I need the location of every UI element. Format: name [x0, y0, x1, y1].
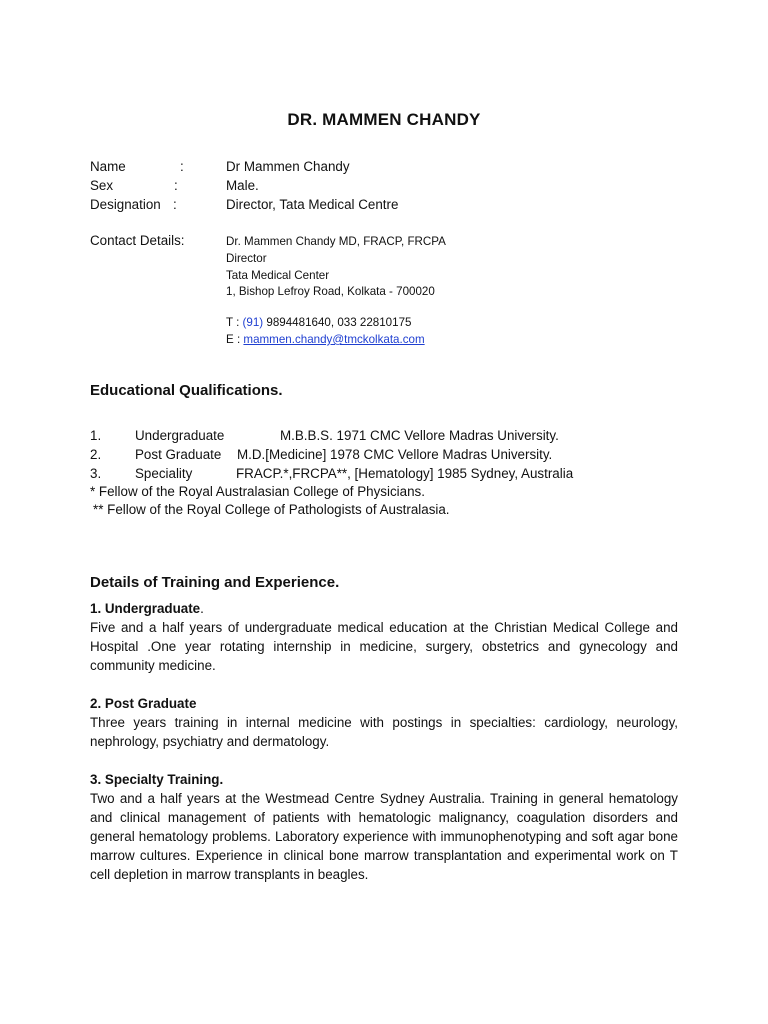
- training-section-postgraduate: [90, 694, 678, 751]
- phone-numbers: 9894481640, 033 22810175: [263, 316, 412, 330]
- contact-details-label: Contact Details:: [90, 233, 185, 248]
- sex-value: Male.: [226, 178, 259, 193]
- education-heading: Educational Qualifications.: [90, 382, 283, 399]
- name-value: Dr Mammen Chandy: [226, 159, 350, 174]
- contact-address-line: 1, Bishop Lefroy Road, Kolkata - 700020: [226, 285, 435, 299]
- footnote-racp: * Fellow of the Royal Australasian College of Physicians.: [90, 484, 425, 499]
- education-type: Speciality: [135, 466, 193, 481]
- contact-details-block: [226, 234, 446, 349]
- contact-email-line: [226, 332, 446, 349]
- section-title: 3. Specialty Training.: [90, 772, 224, 787]
- footnote-rcpa: ** Fellow of the Royal College of Pathologists of Australasia.: [93, 502, 450, 517]
- education-number: 3.: [90, 466, 102, 481]
- phone-country-code[interactable]: (91): [242, 316, 264, 330]
- section-title: 2. Post Graduate: [90, 696, 197, 711]
- contact-phone-line: [226, 315, 446, 332]
- contact-org-line: Tata Medical Center: [226, 268, 330, 282]
- contact-role-line: Director: [226, 251, 267, 265]
- phone-prefix: T :: [226, 316, 243, 330]
- designation-colon: :: [173, 197, 177, 212]
- education-number: 1.: [90, 428, 102, 443]
- sex-colon: :: [174, 178, 178, 193]
- section-title-suffix: .: [200, 601, 204, 616]
- section-title: 1. Undergraduate: [90, 601, 201, 616]
- education-detail: M.D.[Medicine] 1978 CMC Vellore Madras University.: [237, 447, 553, 462]
- contact-name-line: Dr. Mammen Chandy MD, FRACP, FRCPA: [226, 235, 446, 248]
- education-detail: M.B.B.S. 1971 CMC Vellore Madras University.: [280, 428, 559, 443]
- section-text: Five and a half years of undergraduate medical education at the Christian Medical College and Hospital .One year rotating internship in medicine, surgery, obstetrics and gynecology and community medicine.: [90, 620, 678, 673]
- education-detail: FRACP.*,FRCPA**, [Hematology] 1985 Sydney, Australia: [236, 466, 574, 481]
- email-prefix: E :: [226, 332, 244, 346]
- education-type: Undergraduate: [135, 428, 225, 443]
- education-number: 2.: [90, 447, 102, 462]
- name-label: Name: [90, 159, 126, 174]
- section-text: Two and a half years at the Westmead Centre Sydney Australia. Training in general hematology and clinical management of patients with hematologic malignancy, coagulation disorders and general hematology problems. Laboratory experience with immunophenotyping and soft agar bone marrow cultures. Experience in clinical bone marrow transplantation and experimental work on T cell depletion in marrow transplants in beagles.: [90, 791, 678, 882]
- name-colon: :: [180, 159, 184, 174]
- designation-value: Director, Tata Medical Centre: [226, 197, 399, 212]
- page-title: DR. MAMMEN CHANDY: [287, 110, 481, 129]
- sex-label: Sex: [90, 178, 114, 193]
- section-text: Three years training in internal medicine with postings in specialties: cardiology, neurology, nephrology, psychiatry and dermatology.: [90, 715, 678, 749]
- education-type: Post Graduate: [135, 447, 222, 462]
- training-heading: Details of Training and Experience.: [90, 574, 340, 591]
- training-section-undergraduate: [90, 599, 678, 675]
- email-link[interactable]: mammen.chandy@tmckolkata.com: [243, 332, 425, 346]
- designation-label: Designation: [90, 197, 161, 212]
- training-section-specialty: [90, 770, 678, 884]
